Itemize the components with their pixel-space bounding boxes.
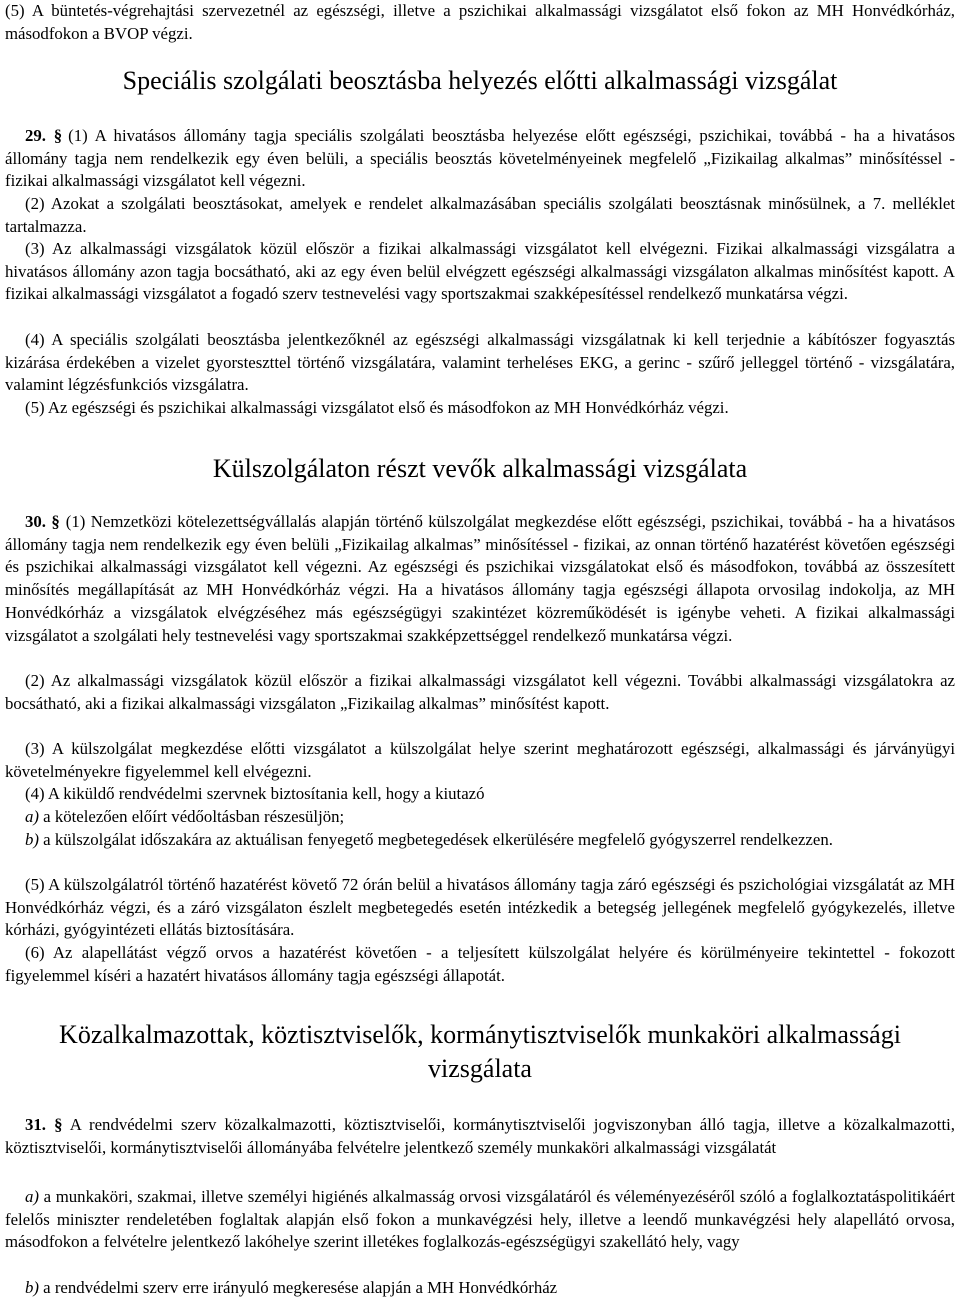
paragraph-30-1: 30. § (1) Nemzetközi kötelezettségvállalás alapján történő külszolgálat megkezdése előtt egészségi, pszichikai, továbbá - ha a hivatásos állomány tagja nem rendelkezik egy éven belüli „Fizikailag alkalmas” minősítéssel - fizikai, az onnan történő hazatérést követően egészségi és pszichikai alkalmassági vizsgálatot kell végezni. Az egészségi és pszichikai vizsgálatokat első és másodfokon, továbbá az összesített minősítés megállapítását az MH Honvédkórház végzi. Ha a hivatásos állomány tagja egészségi állapota orvosilag indokolja, az MH Honvédkórház a vizsgálatok elvégzéséhez más egészségügyi szakintézet közreműködését is igénybe veheti. A fizikai alkalmassági vizsgálatot a szolgálati hely testnevelési vagy sportszakmai szakképzettséggel rendelkező munkatársa végzi. [5, 512, 955, 645]
heading-civil-servants: Közalkalmazottak, köztisztviselők, kormánytisztviselők munkaköri alkalmassági vizsgálata [59, 1020, 901, 1083]
section-number-30: 30. [25, 512, 46, 531]
paragraph-30-5: (5) A külszolgálatról történő hazatérést követő 72 órán belül a hivatásos állomány tagja záró egészségi és pszichológiai vizsgálatát az MH Honvédkórház végzi, és a záró vizsgálaton észlelt megbetegedés esetén intézkedik a betegség jellegének megfelelő gyógykezelés, illetve kórházi, gyógyintézeti ellátás biztosítására. [5, 875, 955, 940]
paragraph-31-b: b) a rendvédelmi szerv erre irányuló megkeresése alapján a MH Honvédkórház [25, 1278, 558, 1297]
paragraph-31-a: a) a munkaköri, szakmai, illetve személyi higiénés alkalmasság orvosi vizsgálatáról és véleményezéséről szóló a foglalkoztatáspolitikáért felelős miniszter rendeletében foglaltak alapján első fokon a munkavégzési hely, illetve a leendő munkavégzési hely alapellátó orvosa, másodfokon a felvételre jelentkező lakóhelye szerint illetékes foglalkozás-egészségügyi szakellátó hely, vagy [5, 1187, 955, 1252]
paragraph-29-2: (2) Azokat a szolgálati beosztásokat, amelyek e rendelet alkalmazásában speciális szolgálati beosztásnak minősülnek, a 7. melléklet tartalmazza. [5, 194, 955, 236]
paragraph-29-4: (4) A speciális szolgálati beosztásba jelentkezőknél az egészségi alkalmassági vizsgálatnak ki kell terjednie a kábítószer fogyasztás kizárása érdekében a vizelet gyorsteszttel történő vizsgálatára, valamint terheléses EKG, a gerinc - szűrő jelleggel történő - vizsgálatára, valamint légzésfunkciós vizsgálatra. [5, 330, 955, 395]
heading-special-assignment: Speciális szolgálati beosztásba helyezés előtti alkalmassági vizsgálat [122, 66, 838, 95]
paragraph-30-4-b: b) a külszolgálat időszakára az aktuálisan fenyegető megbetegedések elkerülésére megfelelő gyógyszerrel rendelkezzen. [25, 830, 833, 849]
paragraph-30-3: (3) A külszolgálat megkezdése előtti vizsgálatot a külszolgálat helye szerint meghatározott egészségi, alkalmassági és járványügyi követelményekre figyelemmel kell elvégezni. [5, 739, 955, 781]
paragraph-30-6: (6) Az alapellátást végző orvos a hazatérést követően - a teljesített külszolgálat helyére és körülményeire tekintettel - fokozott figyelemmel kíséri a hazatért hivatásos állomány tagja egészségi állapotát. [5, 943, 955, 985]
paragraph-30-4-a: a) a kötelezően előírt védőoltásban részesüljön; [25, 807, 345, 826]
section-sign: § [54, 1115, 63, 1134]
paragraph-29-5: (5) Az egészségi és pszichikai alkalmassági vizsgálatot első és másodfokon az MH Honvédkórház végzi. [25, 398, 729, 417]
paragraph-intro-5: (5) A büntetés-végrehajtási szervezetnél az egészségi, illetve a pszichikai alkalmassági vizsgálatot első fokon az MH Honvédkórház, másodfokon a BVOP végzi. [5, 1, 955, 43]
paragraph-29-1: 29. § (1) A hivatásos állomány tagja speciális szolgálati beosztásba helyezése előtt egészségi, pszichikai, továbbá - ha a hivatásos állomány tagja nem rendelkezik egy éven belüli, a speciális beosztás követelményeinek megfelelő „Fizikailag alkalmas” minősítéssel - fizikai alkalmassági vizsgálatot kell végezni. [5, 126, 955, 191]
section-sign: § [51, 512, 60, 531]
paragraph-30-2: (2) Az alkalmassági vizsgálatok közül először a fizikai alkalmassági vizsgálatot kell végezni. További alkalmassági vizsgálatokra az bocsátható, aki a fizikai alkalmassági vizsgálaton „Fizikailag alkalmas” minősítést kapott. [5, 671, 955, 713]
heading-foreign-service: Külszolgálaton részt vevők alkalmassági vizsgálata [212, 454, 748, 483]
paragraph-29-3: (3) Az alkalmassági vizsgálatok közül először a fizikai alkalmassági vizsgálatot kell elvégezni. Fizikai alkalmassági vizsgálatra a hivatásos állomány azon tagja bocsátható, aki az egy éven belül elvégzett egészségi alkalmassági vizsgálaton alkalmas minősítést kapott. A fizikai alkalmassági vizsgálatot a fogadó szerv testnevelési vagy sportszakmai szakképesítéssel rendelkező munkatársa végzi. [5, 239, 955, 304]
section-number-31: 31. [25, 1115, 46, 1134]
paragraph-30-4: (4) A kiküldő rendvédelmi szervnek biztosítania kell, hogy a kiutazó [25, 784, 485, 803]
paragraph-31: 31. § A rendvédelmi szerv közalkalmazotti, köztisztviselői, kormánytisztviselői jogviszonyban álló tagja, illetve a közalkalmazotti, köztisztviselői, kormánytisztviselői állományába felvételre jelentkező személy munkaköri alkalmassági vizsgálatát [5, 1115, 955, 1157]
section-number-29: 29. [25, 126, 46, 145]
section-sign: § [53, 126, 63, 145]
